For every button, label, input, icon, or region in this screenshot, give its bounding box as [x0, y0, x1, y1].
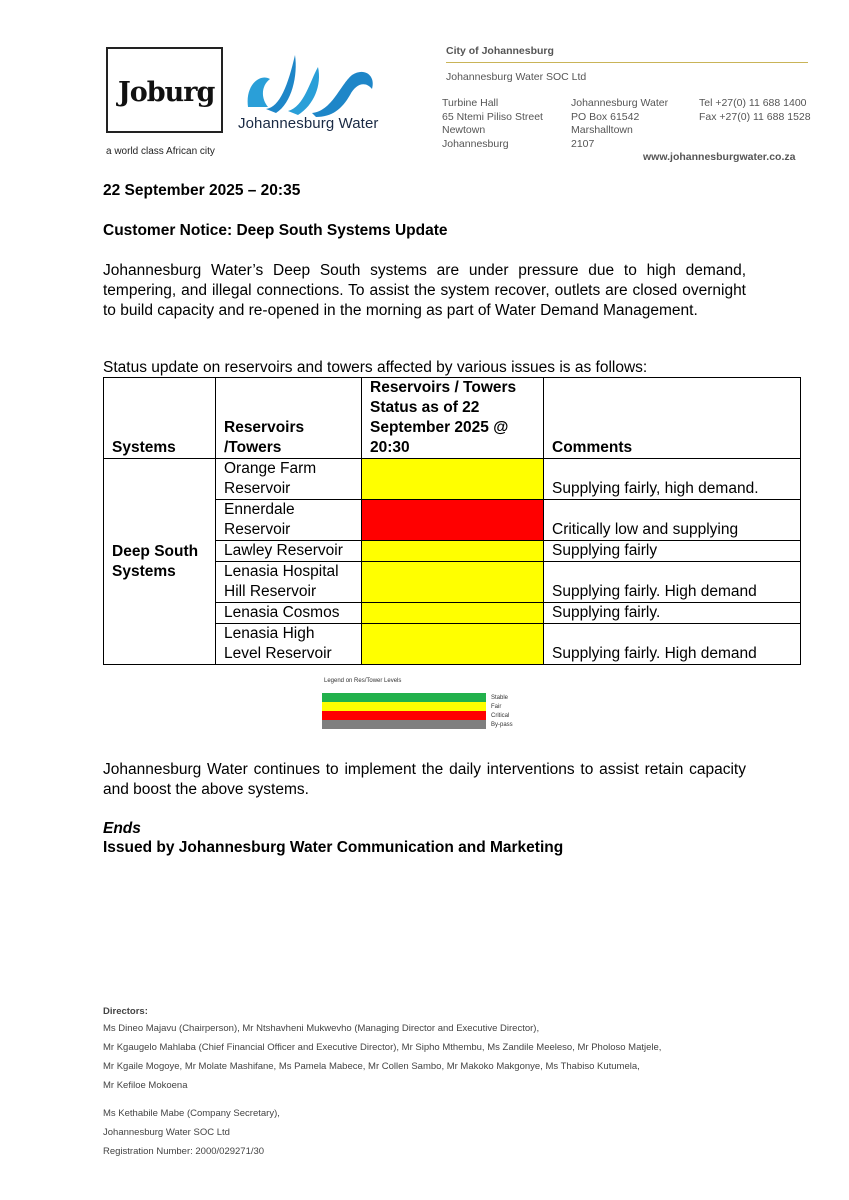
- notice-intro: Johannesburg Water’s Deep South systems are under pressure due to high demand, tempering, and illegal connections. To assist the system recover, outlets are closed overnight to build capacity and re-opened in the morning as part of Water Demand Management.: [103, 262, 746, 319]
- fax: Fax +27(0) 11 688 1528: [699, 110, 811, 123]
- legend-bar-fair: [322, 702, 486, 711]
- reservoir-comment: Supplying fairly. High demand: [544, 624, 801, 665]
- joburg-logo: [106, 47, 223, 133]
- closing-text: Johannesburg Water continues to implement the daily interventions to assist retain capacity and boost the above systems.: [103, 761, 746, 798]
- johannesburg-water-logo-text: Johannesburg Water: [238, 115, 379, 132]
- table-header-row: [104, 378, 801, 459]
- registration-number: Registration Number: 2000/029271/30: [103, 1146, 265, 1157]
- postal-address: Johannesburg Water PO Box 61542 Marshalltown 2107: [571, 97, 669, 150]
- reservoir-name: Lawley Reservoir: [216, 541, 362, 562]
- legend-label-stable: Stable: [491, 695, 509, 701]
- reservoir-name: Lenasia High Level Reservoir: [216, 624, 362, 665]
- header-divider: [446, 62, 808, 63]
- header-city: City of Johannesburg: [446, 45, 554, 57]
- header-comments: Comments: [544, 378, 801, 459]
- directors-list: [103, 1019, 661, 1095]
- reservoir-comment: Critically low and supplying: [544, 500, 801, 541]
- legend-bar-stable: [322, 693, 486, 702]
- legend-bar-bypass: [322, 720, 486, 729]
- legend-label-fair: Fair: [491, 704, 502, 710]
- reservoir-comment: Supplying fairly, high demand.: [544, 459, 801, 500]
- directors-line: Mr Kgaile Mogoye, Mr Molate Mashifane, Ms Pamela Mabece, Mr Collen Sambo, Mr Makoko Makgonye, Ms Thabiso Kutumela,: [103, 1061, 640, 1072]
- table-row: [104, 459, 801, 500]
- telephone: Tel +27(0) 11 688 1400: [699, 97, 807, 109]
- notice-title: Customer Notice: Deep South Systems Update: [103, 222, 448, 239]
- header-reservoirs: Reservoirs /Towers: [216, 378, 362, 459]
- header-systems: Systems: [104, 378, 216, 459]
- header-company: Johannesburg Water SOC Ltd: [446, 71, 587, 83]
- status-cell: [362, 541, 544, 562]
- company-details: [103, 1104, 280, 1161]
- status-table: [103, 377, 801, 665]
- status-cell: [362, 459, 544, 500]
- status-legend: [320, 676, 530, 738]
- header-status: Reservoirs / Towers Status as of 22 September 2025 @ 20:30: [362, 378, 544, 459]
- company-secretary: Ms Kethabile Mabe (Company Secretary),: [103, 1108, 280, 1119]
- system-name: Deep South Systems: [104, 459, 216, 665]
- physical-address: Turbine Hall 65 Ntemi Piliso Street Newtown Johannesburg: [442, 97, 543, 150]
- joburg-tagline: a world class African city: [106, 146, 215, 157]
- reservoir-name: Lenasia Cosmos: [216, 603, 362, 624]
- directors-line: Mr Kgaugelo Mahlaba (Chief Financial Officer and Executive Director), Mr Sipho Mthembu, Ms Zandile Meeleso, Mr Pholoso Matjele,: [103, 1042, 662, 1053]
- contact-numbers: [699, 97, 811, 124]
- reservoir-comment: Supplying fairly: [544, 541, 801, 562]
- reservoir-name: Lenasia Hospital Hill Reservoir: [216, 562, 362, 603]
- legend-title: Legend on Res/Tower Levels: [324, 678, 402, 684]
- status-cell: [362, 624, 544, 665]
- directors-line: Mr Kefiloe Mokoena: [103, 1080, 188, 1091]
- reservoir-name: Ennerdale Reservoir: [216, 500, 362, 541]
- reservoir-name: Orange Farm Reservoir: [216, 459, 362, 500]
- status-intro: Status update on reservoirs and towers affected by various issues is as follows:: [103, 359, 648, 376]
- reservoir-comment: Supplying fairly. High demand: [544, 562, 801, 603]
- status-cell: [362, 500, 544, 541]
- status-cell: [362, 603, 544, 624]
- joburg-logo-text: Joburg: [118, 77, 215, 108]
- website-link[interactable]: www.johannesburgwater.co.za: [643, 151, 796, 163]
- directors-label: Directors:: [103, 1006, 148, 1017]
- company-name: Johannesburg Water SOC Ltd: [103, 1127, 230, 1138]
- legend-bar-critical: [322, 711, 486, 720]
- notice-datetime: 22 September 2025 – 20:35: [103, 182, 301, 199]
- reservoir-comment: Supplying fairly.: [544, 603, 801, 624]
- legend-label-critical: Critical: [491, 713, 510, 719]
- status-cell: [362, 562, 544, 603]
- legend-label-bypass: By-pass: [491, 722, 513, 728]
- directors-line: Ms Dineo Majavu (Chairperson), Mr Ntshavheni Mukwevho (Managing Director and Executive Director),: [103, 1023, 540, 1034]
- ends-label: Ends: [103, 820, 141, 837]
- issued-by: Issued by Johannesburg Water Communication and Marketing: [103, 839, 564, 856]
